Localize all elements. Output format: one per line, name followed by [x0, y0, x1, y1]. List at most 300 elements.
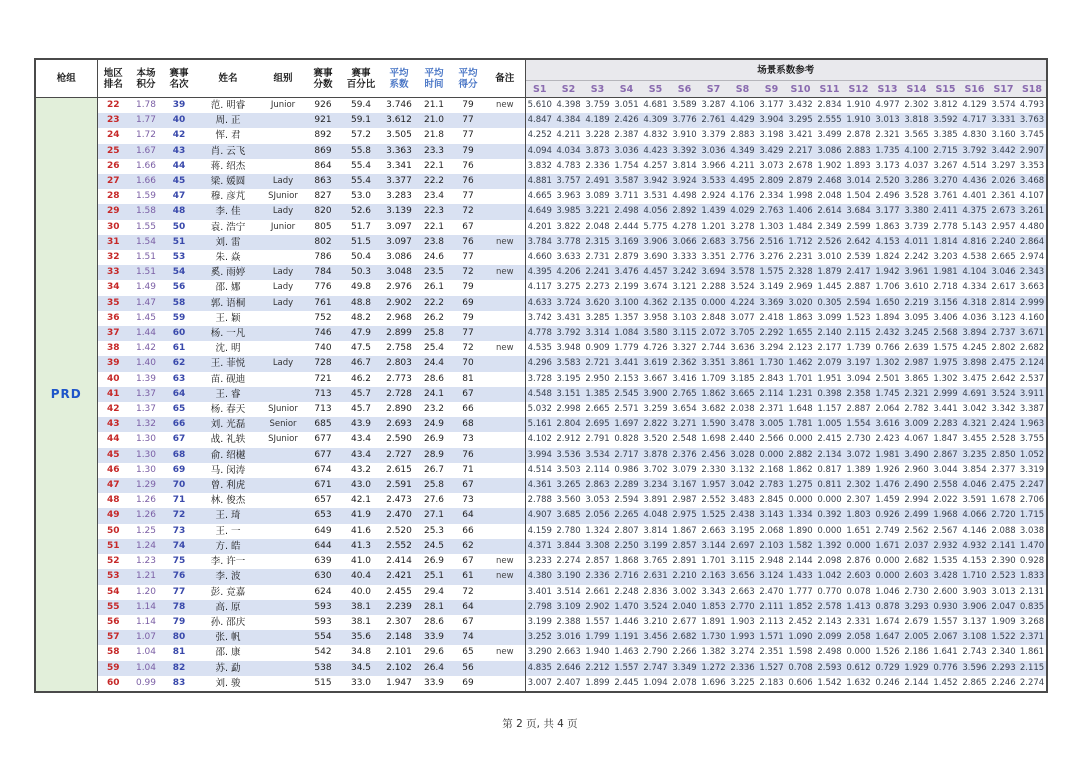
- scene-coef-cell-s6: 2.362: [670, 356, 699, 371]
- avg-score-cell: 67: [451, 554, 485, 569]
- scene-coef-cell-s15: 2.067: [931, 630, 960, 645]
- scene-coef-cell-s16: 3.137: [960, 615, 989, 630]
- avg-score-cell: 62: [451, 539, 485, 554]
- scene-coef-cell-s8: 1.903: [728, 615, 757, 630]
- scene-coef-cell-s1: 4.117: [525, 280, 554, 295]
- scene-coef-cell-s14: 4.067: [902, 432, 931, 447]
- division-cell: [261, 144, 305, 159]
- scene-coef-cell-s10: 1.781: [786, 417, 815, 432]
- match-points-cell: 1.49: [129, 280, 163, 295]
- scene-coef-cell-s14: 2.219: [902, 296, 931, 311]
- name-cell: 王. 琦: [195, 508, 261, 523]
- avg-coef-cell: 3.086: [381, 250, 417, 265]
- name-cell: 刘. 光磊: [195, 417, 261, 432]
- region-rank-cell: 38: [97, 341, 129, 356]
- scene-coef-cell-s8: 4.224: [728, 296, 757, 311]
- scene-coef-cell-s5: 3.900: [641, 387, 670, 402]
- scene-coef-cell-s15: 1.968: [931, 508, 960, 523]
- scene-coef-cell-s8: 3.656: [728, 569, 757, 584]
- scene-coef-cell-s12: 2.417: [844, 265, 873, 280]
- name-cell: 周. 正: [195, 113, 261, 128]
- scene-coef-cell-s11: 2.349: [815, 220, 844, 235]
- scene-coef-cell-s1: 4.094: [525, 144, 554, 159]
- avg-score-cell: 69: [451, 296, 485, 311]
- table-row: [35, 372, 1047, 387]
- scene-coef-cell-s18: 2.706: [1018, 493, 1047, 508]
- event-percent-cell: 41.9: [341, 508, 381, 523]
- region-rank-cell: 52: [97, 554, 129, 569]
- match-points-cell: 1.67: [129, 144, 163, 159]
- avg-time-cell: 29.6: [417, 645, 451, 660]
- region-rank-cell: 40: [97, 372, 129, 387]
- scene-coef-cell-s12: 0.612: [844, 661, 873, 676]
- name-cell: 刘. 骏: [195, 676, 261, 692]
- scene-coef-cell-s9: 2.843: [757, 372, 786, 387]
- scene-coef-cell-s3: 2.731: [583, 250, 612, 265]
- scene-coef-cell-s6: 3.327: [670, 341, 699, 356]
- avg-coef-cell: 3.283: [381, 189, 417, 204]
- division-cell: [261, 645, 305, 660]
- scene-coef-cell-s1: 5.161: [525, 417, 554, 432]
- scene-coef-cell-s8: 2.440: [728, 432, 757, 447]
- scene-coef-cell-s12: 3.072: [844, 448, 873, 463]
- avg-coef-cell: 3.612: [381, 113, 417, 128]
- scene-coef-cell-s5: 3.690: [641, 250, 670, 265]
- scene-coef-cell-s2: 3.822: [554, 220, 583, 235]
- scene-coef-cell-s4: 1.697: [612, 417, 641, 432]
- name-cell: 方. 皓: [195, 539, 261, 554]
- scene-coef-cell-s12: 2.331: [844, 615, 873, 630]
- scene-coef-cell-s12: 0.000: [844, 645, 873, 660]
- scene-coef-cell-s8: 4.176: [728, 189, 757, 204]
- scene-coef-cell-s6: 3.333: [670, 250, 699, 265]
- scene-coef-cell-s6: 2.765: [670, 387, 699, 402]
- table-row: [35, 189, 1047, 204]
- event-percent-cell: 59.4: [341, 98, 381, 114]
- scene-coef-cell-s15: 3.044: [931, 463, 960, 478]
- scene-coef-cell-s14: 1.929: [902, 661, 931, 676]
- event-place-cell: 81: [163, 645, 195, 660]
- scene-coef-cell-s3: 2.048: [583, 220, 612, 235]
- scene-coef-cell-s18: 3.663: [1018, 280, 1047, 295]
- event-percent-cell: 48.2: [341, 311, 381, 326]
- division-cell: Lady: [261, 356, 305, 371]
- s-col-header: S17: [989, 81, 1018, 98]
- scene-coef-cell-s2: 2.804: [554, 417, 583, 432]
- header-avg-coef-l1: 平均: [389, 67, 409, 79]
- division-cell: [261, 630, 305, 645]
- region-rank-cell: 26: [97, 159, 129, 174]
- scene-coef-cell-s11: 1.005: [815, 417, 844, 432]
- match-points-cell: 1.54: [129, 235, 163, 250]
- avg-coef-cell: 2.615: [381, 463, 417, 478]
- scene-coef-cell-s18: 3.319: [1018, 463, 1047, 478]
- name-cell: 蒋. 绍杰: [195, 159, 261, 174]
- scene-coef-cell-s3: 1.557: [583, 615, 612, 630]
- scene-coef-cell-s13: 1.674: [873, 615, 902, 630]
- avg-coef-cell: 3.377: [381, 174, 417, 189]
- s-col-header: S5: [641, 81, 670, 98]
- scene-coef-cell-s11: 2.468: [815, 174, 844, 189]
- match-points-cell: 1.14: [129, 600, 163, 615]
- scene-coef-cell-s6: 3.242: [670, 265, 699, 280]
- s-col-header: S9: [757, 81, 786, 98]
- region-rank-cell: 36: [97, 311, 129, 326]
- avg-score-cell: 72: [451, 265, 485, 280]
- event-place-cell: 61: [163, 341, 195, 356]
- scene-coef-cell-s11: 2.614: [815, 204, 844, 219]
- scene-coef-cell-s7: 1.709: [699, 372, 728, 387]
- scene-coef-cell-s16: 3.898: [960, 356, 989, 371]
- scene-coef-cell-s13: 1.824: [873, 250, 902, 265]
- scene-coef-cell-s13: 2.520: [873, 174, 902, 189]
- scene-coef-cell-s18: 2.115: [1018, 661, 1047, 676]
- scene-coef-cell-s15: 2.411: [931, 204, 960, 219]
- scene-coef-cell-s14: 2.994: [902, 493, 931, 508]
- scene-coef-cell-s6: 3.416: [670, 372, 699, 387]
- name-cell: 杨. 春天: [195, 402, 261, 417]
- scene-coef-cell-s11: 1.951: [815, 372, 844, 387]
- scene-coef-cell-s13: 0.729: [873, 661, 902, 676]
- scene-coef-cell-s17: 2.475: [989, 356, 1018, 371]
- avg-time-cell: 25.4: [417, 341, 451, 356]
- scene-coef-cell-s14: 3.818: [902, 113, 931, 128]
- remark-cell: [485, 311, 525, 326]
- scene-coef-cell-s4: 3.476: [612, 265, 641, 280]
- region-rank-cell: 32: [97, 250, 129, 265]
- s-col-header: S4: [612, 81, 641, 98]
- scene-coef-cell-s14: 2.490: [902, 478, 931, 493]
- scene-coef-cell-s6: 3.654: [670, 402, 699, 417]
- name-cell: 马. 闵涛: [195, 463, 261, 478]
- scene-coef-cell-s17: 2.390: [989, 554, 1018, 569]
- avg-coef-cell: 2.890: [381, 402, 417, 417]
- scene-coef-cell-s9: 1.527: [757, 661, 786, 676]
- scene-coef-cell-s16: 3.596: [960, 661, 989, 676]
- name-cell: 沈. 明: [195, 341, 261, 356]
- division-cell: SJunior: [261, 432, 305, 447]
- event-score-cell: 713: [305, 387, 341, 402]
- table-row: [35, 311, 1047, 326]
- scene-coef-cell-s15: 2.022: [931, 493, 960, 508]
- scene-coef-cell-s6: 2.677: [670, 615, 699, 630]
- division-cell: [261, 235, 305, 250]
- scene-coef-cell-s4: 1.754: [612, 159, 641, 174]
- scene-coef-cell-s11: 2.079: [815, 356, 844, 371]
- scene-coef-cell-s13: 1.459: [873, 493, 902, 508]
- match-points-cell: 1.44: [129, 326, 163, 341]
- avg-time-cell: 26.4: [417, 661, 451, 676]
- scene-coef-cell-s4: 2.498: [612, 204, 641, 219]
- event-percent-cell: 41.6: [341, 524, 381, 539]
- scene-coef-cell-s2: 2.274: [554, 554, 583, 569]
- remark-cell: new: [485, 98, 525, 114]
- scene-coef-cell-s15: 3.428: [931, 569, 960, 584]
- scene-coef-cell-s14: 3.961: [902, 265, 931, 280]
- scene-coef-cell-s8: 3.756: [728, 235, 757, 250]
- scene-coef-cell-s11: 2.593: [815, 661, 844, 676]
- scene-coef-cell-s17: 3.524: [989, 387, 1018, 402]
- scene-coef-cell-s5: 3.958: [641, 311, 670, 326]
- scene-coef-cell-s12: 1.803: [844, 508, 873, 523]
- region-rank-cell: 33: [97, 265, 129, 280]
- avg-coef-cell: 2.758: [381, 341, 417, 356]
- event-percent-cell: 51.7: [341, 220, 381, 235]
- table-row: [35, 585, 1047, 600]
- avg-coef-cell: 2.455: [381, 585, 417, 600]
- scene-coef-cell-s15: 1.641: [931, 645, 960, 660]
- avg-time-cell: 26.2: [417, 311, 451, 326]
- table-row: [35, 615, 1047, 630]
- remark-cell: [485, 220, 525, 235]
- scene-coef-cell-s4: 1.357: [612, 311, 641, 326]
- name-cell: 王. 颖: [195, 311, 261, 326]
- name-cell: 彭. 竞嘉: [195, 585, 261, 600]
- avg-coef-cell: 1.947: [381, 676, 417, 692]
- event-score-cell: 869: [305, 144, 341, 159]
- region-rank-cell: 39: [97, 356, 129, 371]
- scene-coef-cell-s16: 4.830: [960, 128, 989, 143]
- scene-coef-cell-s14: 3.293: [902, 600, 931, 615]
- avg-score-cell: 65: [451, 645, 485, 660]
- header-avg-coef-l2: 系数: [389, 78, 409, 90]
- scene-coef-cell-s1: 4.361: [525, 478, 554, 493]
- scene-coef-cell-s9: 2.809: [757, 174, 786, 189]
- scene-coef-cell-s11: 1.879: [815, 265, 844, 280]
- scene-coef-cell-s9: 2.351: [757, 645, 786, 660]
- gun-group-cell: [35, 98, 97, 692]
- avg-time-cell: 26.7: [417, 463, 451, 478]
- scene-coef-cell-s17: 3.046: [989, 265, 1018, 280]
- table-row: [35, 280, 1047, 295]
- scene-coef-cell-s8: 3.478: [728, 417, 757, 432]
- scene-coef-cell-s12: 2.603: [844, 569, 873, 584]
- event-score-cell: 538: [305, 661, 341, 676]
- scene-coef-cell-s11: 2.099: [815, 630, 844, 645]
- avg-time-cell: 22.1: [417, 220, 451, 235]
- scene-coef-cell-s10: 1.484: [786, 220, 815, 235]
- scene-coef-cell-s5: 3.210: [641, 615, 670, 630]
- scene-coef-cell-s9: 2.334: [757, 189, 786, 204]
- scene-coef-cell-s11: 2.048: [815, 189, 844, 204]
- header-avg-score-l2: 得分: [458, 78, 478, 90]
- scene-coef-cell-s1: 3.784: [525, 235, 554, 250]
- scene-coef-cell-s11: 0.000: [815, 493, 844, 508]
- scene-coef-cell-s4: 1.779: [612, 341, 641, 356]
- scene-coef-cell-s14: 2.639: [902, 341, 931, 356]
- scene-coef-cell-s1: 3.252: [525, 630, 554, 645]
- match-points-cell: 1.23: [129, 554, 163, 569]
- scene-coef-cell-s2: 2.912: [554, 432, 583, 447]
- remark-cell: new: [485, 265, 525, 280]
- event-place-cell: 80: [163, 630, 195, 645]
- scene-coef-cell-s16: 3.235: [960, 448, 989, 463]
- scene-coef-cell-s2: 3.844: [554, 539, 583, 554]
- s-col-header: S7: [699, 81, 728, 98]
- s-col-header: S18: [1018, 81, 1047, 98]
- avg-score-cell: 67: [451, 220, 485, 235]
- scene-coef-cell-s3: 2.721: [583, 356, 612, 371]
- table-row: [35, 478, 1047, 493]
- header-region-rank: [97, 59, 129, 98]
- scene-coef-cell-s17: 3.442: [989, 144, 1018, 159]
- scene-coef-cell-s11: 2.140: [815, 326, 844, 341]
- scene-coef-cell-s11: 0.770: [815, 585, 844, 600]
- scene-coef-cell-s9: 3.073: [757, 159, 786, 174]
- scene-coef-cell-s10: 1.406: [786, 204, 815, 219]
- match-points-cell: 1.39: [129, 372, 163, 387]
- scene-coef-cell-s17: 1.678: [989, 493, 1018, 508]
- scene-coef-cell-s5: 3.878: [641, 448, 670, 463]
- scene-coef-cell-s7: 2.330: [699, 463, 728, 478]
- scene-coef-cell-s4: 2.199: [612, 280, 641, 295]
- scene-coef-cell-s13: 2.432: [873, 326, 902, 341]
- scene-coef-cell-s11: 0.817: [815, 463, 844, 478]
- avg-time-cell: 26.9: [417, 554, 451, 569]
- avg-coef-cell: 2.902: [381, 296, 417, 311]
- scene-coef-cell-s11: 0.305: [815, 296, 844, 311]
- scene-coef-cell-s17: 2.642: [989, 372, 1018, 387]
- scene-coef-cell-s12: 1.651: [844, 524, 873, 539]
- match-points-cell: 0.99: [129, 676, 163, 692]
- scene-coef-cell-s17: 2.617: [989, 280, 1018, 295]
- avg-time-cell: 33.9: [417, 676, 451, 692]
- scene-coef-cell-s5: 4.681: [641, 98, 670, 114]
- scene-coef-cell-s9: 2.292: [757, 326, 786, 341]
- scene-coef-cell-s3: 1.899: [583, 676, 612, 692]
- scene-coef-cell-s16: 2.865: [960, 676, 989, 692]
- scene-coef-cell-s8: 3.483: [728, 493, 757, 508]
- division-cell: [261, 448, 305, 463]
- event-percent-cell: 43.9: [341, 417, 381, 432]
- scene-coef-cell-s15: 0.930: [931, 600, 960, 615]
- scene-coef-cell-s17: 3.013: [989, 585, 1018, 600]
- scene-coef-cell-s5: 4.832: [641, 128, 670, 143]
- scene-coef-cell-s1: 3.994: [525, 448, 554, 463]
- avg-time-cell: 28.9: [417, 448, 451, 463]
- s-col-header: S16: [960, 81, 989, 98]
- s-col-header: S13: [873, 81, 902, 98]
- remark-cell: new: [485, 235, 525, 250]
- scene-coef-cell-s15: 3.270: [931, 174, 960, 189]
- scene-coef-cell-s4: 0.828: [612, 432, 641, 447]
- scene-coef-cell-s2: 3.778: [554, 235, 583, 250]
- avg-time-cell: 25.1: [417, 569, 451, 584]
- scene-coef-cell-s16: 4.146: [960, 524, 989, 539]
- scene-coef-cell-s17: 2.665: [989, 250, 1018, 265]
- table-row: [35, 508, 1047, 523]
- header-region-rank-l1: 地区: [103, 67, 123, 79]
- scene-coef-cell-s2: 3.431: [554, 311, 583, 326]
- scene-coef-cell-s5: 4.423: [641, 144, 670, 159]
- division-cell: [261, 493, 305, 508]
- event-place-cell: 68: [163, 448, 195, 463]
- scene-coef-cell-s16: 4.153: [960, 554, 989, 569]
- table-row: [35, 204, 1047, 219]
- avg-coef-cell: 2.101: [381, 645, 417, 660]
- event-percent-cell: 43.2: [341, 463, 381, 478]
- event-place-cell: 72: [163, 508, 195, 523]
- avg-score-cell: 74: [451, 630, 485, 645]
- event-percent-cell: 57.2: [341, 128, 381, 143]
- header-avg-time-l2: 时间: [424, 78, 444, 90]
- scene-coef-cell-s9: 1.571: [757, 630, 786, 645]
- avg-score-cell: 66: [451, 524, 485, 539]
- event-score-cell: 820: [305, 204, 341, 219]
- scene-coef-cell-s3: 3.221: [583, 204, 612, 219]
- scene-coef-cell-s10: 1.701: [786, 372, 815, 387]
- scene-coef-cell-s4: 1.868: [612, 554, 641, 569]
- scene-coef-cell-s10: 1.890: [786, 524, 815, 539]
- scene-coef-cell-s10: 1.582: [786, 539, 815, 554]
- remark-cell: new: [485, 554, 525, 569]
- event-percent-cell: 43.4: [341, 432, 381, 447]
- scene-coef-cell-s1: 4.102: [525, 432, 554, 447]
- table-row: [35, 402, 1047, 417]
- scene-coef-cell-s7: 1.891: [699, 615, 728, 630]
- event-score-cell: 784: [305, 265, 341, 280]
- name-cell: 张. 帆: [195, 630, 261, 645]
- avg-coef-cell: 2.520: [381, 524, 417, 539]
- remark-cell: [485, 296, 525, 311]
- scene-coef-cell-s13: 1.476: [873, 478, 902, 493]
- match-points-cell: 1.20: [129, 585, 163, 600]
- scene-coef-cell-s11: 2.555: [815, 113, 844, 128]
- scene-coef-cell-s4: 2.594: [612, 493, 641, 508]
- scene-coef-cell-s18: 2.343: [1018, 265, 1047, 280]
- scene-coef-cell-s5: 3.234: [641, 478, 670, 493]
- scene-coef-cell-s7: 3.379: [699, 128, 728, 143]
- scene-coef-cell-s12: 2.599: [844, 220, 873, 235]
- scene-coef-cell-s8: 3.274: [728, 645, 757, 660]
- scene-coef-cell-s8: 2.038: [728, 402, 757, 417]
- event-score-cell: 677: [305, 448, 341, 463]
- scene-coef-cell-s4: 2.879: [612, 250, 641, 265]
- scene-coef-cell-s8: 3.665: [728, 387, 757, 402]
- avg-score-cell: 77: [451, 250, 485, 265]
- scene-coef-cell-s16: 4.717: [960, 113, 989, 128]
- event-place-cell: 66: [163, 417, 195, 432]
- scene-coef-cell-s7: 1.439: [699, 204, 728, 219]
- event-place-cell: 65: [163, 402, 195, 417]
- scene-coef-cell-s12: 2.302: [844, 478, 873, 493]
- header-event-score-l1: 赛事: [313, 67, 333, 79]
- scene-coef-cell-s1: 3.832: [525, 159, 554, 174]
- scene-coef-cell-s9: 3.143: [757, 508, 786, 523]
- table-row: [35, 98, 1047, 114]
- region-rank-cell: 27: [97, 174, 129, 189]
- avg-coef-cell: 3.341: [381, 159, 417, 174]
- scene-coef-cell-s7: 2.552: [699, 493, 728, 508]
- event-place-cell: 62: [163, 356, 195, 371]
- remark-cell: [485, 661, 525, 676]
- scene-coef-cell-s15: 1.847: [931, 432, 960, 447]
- scene-coef-cell-s3: 2.315: [583, 235, 612, 250]
- page-footer: 第 2 页, 共 4 页: [502, 718, 578, 730]
- scene-coef-cell-s9: 3.276: [757, 250, 786, 265]
- division-cell: [261, 113, 305, 128]
- table-row: [35, 174, 1047, 189]
- scene-coef-cell-s13: 2.496: [873, 189, 902, 204]
- region-rank-cell: 44: [97, 432, 129, 447]
- scene-coef-cell-s7: 2.456: [699, 448, 728, 463]
- scene-coef-cell-s17: 2.361: [989, 189, 1018, 204]
- scene-coef-cell-s9: 2.113: [757, 615, 786, 630]
- scene-coef-cell-s4: 3.441: [612, 356, 641, 371]
- region-rank-cell: 50: [97, 524, 129, 539]
- scene-coef-cell-s10: 2.328: [786, 265, 815, 280]
- scene-coef-cell-s6: 2.078: [670, 676, 699, 692]
